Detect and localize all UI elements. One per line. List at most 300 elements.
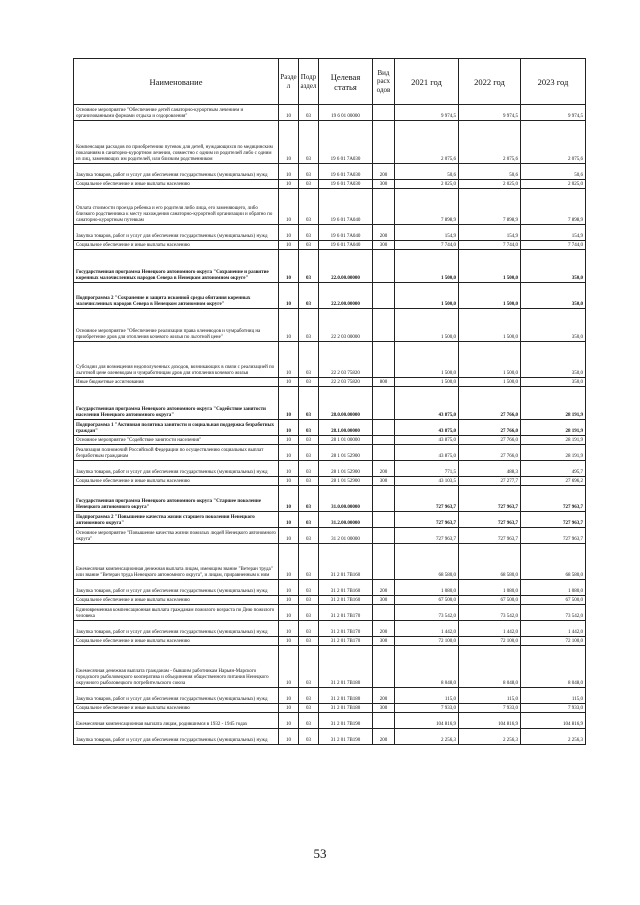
header-2021: 2021 год	[395, 59, 459, 105]
page-number: 53	[313, 846, 327, 861]
row-subsection: 03	[299, 605, 319, 621]
row-value-2021: 43 875,0	[395, 445, 459, 461]
row-target: 31 2 01 7В160	[319, 596, 373, 605]
row-section: 10	[279, 544, 299, 580]
row-section: 10	[279, 309, 299, 342]
row-value-2022: 73 542,0	[459, 605, 521, 621]
row-section: 10	[279, 528, 299, 544]
row-subsection: 03	[299, 250, 319, 283]
row-exp-type: 300	[373, 180, 395, 189]
row-value-2023: 2 025,0	[521, 180, 586, 189]
row-value-2022: 27 766,0	[459, 420, 521, 436]
row-subsection: 03	[299, 309, 319, 342]
table-row	[74, 387, 586, 420]
row-name: Закупка товаров, работ и услуг для обеспечения государственных (муниципальных) нужд	[74, 688, 279, 704]
row-section: 10	[279, 250, 299, 283]
row-value-2023: 350,0	[521, 283, 586, 309]
row-value-2021: 1 500,0	[395, 250, 459, 283]
table-row	[74, 436, 586, 445]
row-subsection: 03	[299, 342, 319, 378]
row-name: Подпрограмма 2 "Повышение качества жизни старшего поколения Ненецкого автономного округа"	[74, 512, 279, 528]
row-subsection: 03	[299, 528, 319, 544]
row-value-2021: 8 048,0	[395, 646, 459, 688]
row-subsection: 03	[299, 378, 319, 387]
table-row	[74, 105, 586, 121]
row-name: Государственная программа Ненецкого автономного округа "Содействие занятости населения Ненецкого автономного округа"	[74, 387, 279, 420]
row-subsection: 03	[299, 387, 319, 420]
row-value-2023: 27 696,2	[521, 477, 586, 486]
row-subsection: 03	[299, 580, 319, 596]
table-row	[74, 461, 586, 477]
row-value-2022: 27 277,7	[459, 477, 521, 486]
row-value-2022: 1 500,0	[459, 250, 521, 283]
row-value-2021: 9 974,5	[395, 105, 459, 121]
table-row	[74, 704, 586, 713]
row-exp-type	[373, 436, 395, 445]
row-value-2023: 28 191,9	[521, 436, 586, 445]
row-value-2021: 50,6	[395, 164, 459, 180]
row-target: 31.2.00.00000	[319, 512, 373, 528]
row-section: 10	[279, 189, 299, 225]
row-value-2023: 350,0	[521, 250, 586, 283]
row-value-2021: 43 875,0	[395, 387, 459, 420]
row-target: 31 2 01 7В190	[319, 729, 373, 745]
row-value-2023: 7 744,0	[521, 241, 586, 250]
row-target: 31 2 01 00000	[319, 528, 373, 544]
row-section: 10	[279, 605, 299, 621]
row-subsection: 03	[299, 486, 319, 512]
row-exp-type: 300	[373, 637, 395, 646]
row-value-2023: 350,0	[521, 378, 586, 387]
row-section: 10	[279, 121, 299, 164]
row-section: 10	[279, 387, 299, 420]
row-value-2023: 7 933,0	[521, 704, 586, 713]
row-section: 10	[279, 225, 299, 241]
row-subsection: 03	[299, 477, 319, 486]
row-exp-type: 200	[373, 461, 395, 477]
row-target: 22.2.00.00000	[319, 283, 373, 309]
row-value-2023: 8 048,0	[521, 646, 586, 688]
row-value-2023: 7 898,9	[521, 189, 586, 225]
row-section: 10	[279, 688, 299, 704]
table-body	[74, 105, 586, 745]
row-exp-type	[373, 283, 395, 309]
row-value-2023: 495,7	[521, 461, 586, 477]
row-value-2022: 1 500,0	[459, 309, 521, 342]
row-value-2023: 1 442,0	[521, 621, 586, 637]
budget-table	[73, 58, 586, 745]
table-row	[74, 544, 586, 580]
row-value-2022: 1 500,0	[459, 378, 521, 387]
row-section: 10	[279, 241, 299, 250]
row-exp-type	[373, 486, 395, 512]
row-value-2023: 73 542,0	[521, 605, 586, 621]
row-value-2021: 2 025,0	[395, 180, 459, 189]
row-target: 22.0.00.00000	[319, 250, 373, 283]
row-exp-type	[373, 713, 395, 729]
row-name: Закупка товаров, работ и услуг для обеспечения государственных (муниципальных) нужд	[74, 164, 279, 180]
row-section: 10	[279, 445, 299, 461]
table-row	[74, 512, 586, 528]
row-exp-type	[373, 544, 395, 580]
row-name: Реализация полномочий Российской Федерации по осуществлению социальных выплат безработным гражданам	[74, 445, 279, 461]
row-value-2021: 727 963,7	[395, 486, 459, 512]
row-value-2021: 104 816,9	[395, 713, 459, 729]
row-target: 19 6 01 7А040	[319, 241, 373, 250]
row-target: 22 2 03 75820	[319, 342, 373, 378]
row-exp-type	[373, 605, 395, 621]
row-name: Закупка товаров, работ и услуг для обеспечения государственных (муниципальных) нужд	[74, 225, 279, 241]
row-section: 10	[279, 637, 299, 646]
table-row	[74, 580, 586, 596]
row-section: 10	[279, 486, 299, 512]
row-exp-type	[373, 420, 395, 436]
row-target: 28.1.00.00000	[319, 420, 373, 436]
row-section: 10	[279, 461, 299, 477]
row-subsection: 03	[299, 241, 319, 250]
table-row	[74, 688, 586, 704]
row-exp-type	[373, 445, 395, 461]
row-value-2021: 1 500,0	[395, 309, 459, 342]
table-row	[74, 713, 586, 729]
row-name: Социальное обеспечение и иные выплаты населению	[74, 637, 279, 646]
row-subsection: 03	[299, 646, 319, 688]
row-value-2023: 2 256,3	[521, 729, 586, 745]
row-name: Закупка товаров, работ и услуг для обеспечения государственных (муниципальных) нужд	[74, 580, 279, 596]
row-value-2022: 727 963,7	[459, 486, 521, 512]
row-value-2023: 115,0	[521, 688, 586, 704]
row-section: 10	[279, 621, 299, 637]
row-subsection: 03	[299, 225, 319, 241]
row-value-2021: 7 933,0	[395, 704, 459, 713]
row-value-2023: 28 191,9	[521, 420, 586, 436]
row-value-2022: 727 963,7	[459, 512, 521, 528]
row-target: 28 1 01 52900	[319, 477, 373, 486]
row-value-2023: 72 100,0	[521, 637, 586, 646]
table-row	[74, 605, 586, 621]
row-value-2021: 43 103,5	[395, 477, 459, 486]
row-value-2023: 9 974,5	[521, 105, 586, 121]
row-name: Подпрограмма 2 "Сохранение и защита исконной среды обитания коренных малочисленных народов Севера в Ненецком автономном округе"	[74, 283, 279, 309]
row-target: 22 2 03 75820	[319, 378, 373, 387]
row-section: 10	[279, 512, 299, 528]
row-value-2021: 1 500,0	[395, 283, 459, 309]
row-value-2021: 7 744,0	[395, 241, 459, 250]
row-value-2021: 115,0	[395, 688, 459, 704]
row-section: 10	[279, 646, 299, 688]
row-target: 19 6 01 7А030	[319, 180, 373, 189]
row-exp-type	[373, 121, 395, 164]
row-value-2022: 104 816,9	[459, 713, 521, 729]
row-target: 31 2 01 7В190	[319, 713, 373, 729]
table-row	[74, 378, 586, 387]
row-target: 19 6 01 7А030	[319, 164, 373, 180]
row-name: Ежемесячная компенсационная денежная выплата лицам, имеющим звание "Ветеран труда" или звание "Ветеран труда Ненецкого автономного округа", и лицам, приравненным к ним	[74, 544, 279, 580]
table-row	[74, 283, 586, 309]
row-name: Единовременная компенсационная выплата гражданам пожилого возраста по Дню пожилого человека	[74, 605, 279, 621]
row-value-2021: 771,5	[395, 461, 459, 477]
row-value-2023: 67 500,0	[521, 596, 586, 605]
row-value-2022: 1 442,0	[459, 621, 521, 637]
row-name: Основное мероприятие "Содействие занятости населения"	[74, 436, 279, 445]
row-value-2021: 727 963,7	[395, 528, 459, 544]
row-section: 10	[279, 477, 299, 486]
row-name: Социальное обеспечение и иные выплаты населению	[74, 596, 279, 605]
row-value-2022: 27 766,0	[459, 387, 521, 420]
row-value-2023: 28 191,9	[521, 387, 586, 420]
row-value-2021: 7 898,9	[395, 189, 459, 225]
row-exp-type	[373, 512, 395, 528]
table-row	[74, 164, 586, 180]
row-name: Закупка товаров, работ и услуг для обеспечения государственных (муниципальных) нужд	[74, 461, 279, 477]
row-value-2021: 1 080,0	[395, 580, 459, 596]
row-value-2022: 488,3	[459, 461, 521, 477]
header-row	[74, 59, 586, 105]
row-section: 10	[279, 378, 299, 387]
row-target: 31 2 01 7В160	[319, 544, 373, 580]
row-section: 10	[279, 420, 299, 436]
row-name: Оплата стоимости проезда ребенка и его родителя либо лица, его заменяющего, либо близкого родственника к месту нахождения санаторно-курортной организации и обратно по санаторно-курортным путевкам	[74, 189, 279, 225]
row-subsection: 03	[299, 544, 319, 580]
row-value-2023: 68 580,0	[521, 544, 586, 580]
row-value-2021: 1 442,0	[395, 621, 459, 637]
table-row	[74, 420, 586, 436]
row-exp-type: 200	[373, 580, 395, 596]
row-value-2021: 68 580,0	[395, 544, 459, 580]
header-exp-type: Вид расх одов	[373, 59, 395, 105]
table-row	[74, 596, 586, 605]
row-target: 31 2 01 7В170	[319, 605, 373, 621]
row-name: Компенсация расходов по приобретению путевок для детей, нуждающихся по медицинским показаниям в санаторно-курортном лечении, совместно с одним из родителей либо с одним из лиц, заменяющих им родителей, или близким родственником	[74, 121, 279, 164]
row-value-2023: 727 963,7	[521, 486, 586, 512]
row-name: Социальное обеспечение и иные выплаты населению	[74, 180, 279, 189]
row-exp-type	[373, 250, 395, 283]
header-subsection: Подр аздел	[299, 59, 319, 105]
row-exp-type: 200	[373, 621, 395, 637]
row-name: Социальное обеспечение и иные выплаты населению	[74, 241, 279, 250]
row-value-2022: 72 100,0	[459, 637, 521, 646]
table-row	[74, 225, 586, 241]
row-value-2022: 67 500,0	[459, 596, 521, 605]
row-exp-type	[373, 387, 395, 420]
row-value-2023: 1 080,0	[521, 580, 586, 596]
row-section: 10	[279, 105, 299, 121]
row-value-2022: 1 080,0	[459, 580, 521, 596]
row-value-2022: 7 933,0	[459, 704, 521, 713]
row-subsection: 03	[299, 512, 319, 528]
row-exp-type: 200	[373, 225, 395, 241]
table-row	[74, 729, 586, 745]
row-value-2021: 1 500,0	[395, 342, 459, 378]
row-name: Ежемесячная денежная выплата гражданам - бывшим работникам Нарьян-Марского городского рыболовецкого кооператива и объединения общественного питания Ненецкого окружного рыболовецкого потребительского союза	[74, 646, 279, 688]
row-section: 10	[279, 180, 299, 189]
row-value-2023: 350,0	[521, 309, 586, 342]
row-subsection: 03	[299, 180, 319, 189]
header-2023: 2023 год	[521, 59, 586, 105]
row-exp-type	[373, 105, 395, 121]
row-exp-type	[373, 342, 395, 378]
row-value-2022: 7 744,0	[459, 241, 521, 250]
row-value-2021: 43 875,0	[395, 420, 459, 436]
row-exp-type: 300	[373, 596, 395, 605]
table-row	[74, 250, 586, 283]
row-exp-type	[373, 646, 395, 688]
row-subsection: 03	[299, 189, 319, 225]
row-target: 31 2 01 7В170	[319, 621, 373, 637]
row-name: Государственная программа Ненецкого автономного округа "Старшее поколение Ненецкого автономного округа"	[74, 486, 279, 512]
row-value-2023: 104 816,9	[521, 713, 586, 729]
row-subsection: 03	[299, 729, 319, 745]
row-exp-type	[373, 528, 395, 544]
row-value-2021: 1 500,0	[395, 378, 459, 387]
row-subsection: 03	[299, 283, 319, 309]
row-value-2021: 2 256,3	[395, 729, 459, 745]
row-subsection: 03	[299, 164, 319, 180]
row-exp-type: 800	[373, 378, 395, 387]
row-value-2022: 7 898,9	[459, 189, 521, 225]
row-name: Закупка товаров, работ и услуг для обеспечения государственных (муниципальных) нужд	[74, 621, 279, 637]
table-row	[74, 180, 586, 189]
row-subsection: 03	[299, 704, 319, 713]
row-name: Закупка товаров, работ и услуг для обеспечения государственных (муниципальных) нужд	[74, 729, 279, 745]
header-2022: 2022 год	[459, 59, 521, 105]
row-name: Основное мероприятие "Обеспечение детей санаторно-курортным лечением и организованными формами отдыха и оздоровления"	[74, 105, 279, 121]
row-value-2023: 2 075,6	[521, 121, 586, 164]
row-name: Субсидии для возмещения недополученных доходов, возникающих в связи с реализацией по льготной цене оленеводам и чумработницам дров для отопления кочевого жилья	[74, 342, 279, 378]
row-value-2022: 2 075,6	[459, 121, 521, 164]
row-value-2021: 154,9	[395, 225, 459, 241]
row-exp-type	[373, 189, 395, 225]
row-target: 19 6 01 7А040	[319, 189, 373, 225]
row-subsection: 03	[299, 445, 319, 461]
row-section: 10	[279, 283, 299, 309]
row-value-2022: 27 766,0	[459, 436, 521, 445]
row-value-2021: 2 075,6	[395, 121, 459, 164]
table-row	[74, 528, 586, 544]
table-row	[74, 189, 586, 225]
row-exp-type: 200	[373, 729, 395, 745]
row-target: 31 2 01 7В180	[319, 704, 373, 713]
row-section: 10	[279, 164, 299, 180]
row-target: 31 2 01 7В160	[319, 580, 373, 596]
table-row	[74, 121, 586, 164]
row-name: Ежемесячная компенсационная выплата лицам, родившимся в 1932 - 1945 годах	[74, 713, 279, 729]
row-target: 19 6 01 7А040	[319, 225, 373, 241]
row-target: 31 2 01 7В180	[319, 688, 373, 704]
row-section: 10	[279, 596, 299, 605]
row-value-2023: 154,9	[521, 225, 586, 241]
row-section: 10	[279, 580, 299, 596]
row-exp-type: 200	[373, 688, 395, 704]
row-target: 28 1 01 52900	[319, 461, 373, 477]
row-section: 10	[279, 729, 299, 745]
row-exp-type	[373, 309, 395, 342]
row-subsection: 03	[299, 688, 319, 704]
row-value-2021: 727 963,7	[395, 512, 459, 528]
row-value-2023: 350,0	[521, 342, 586, 378]
row-target: 31.0.00.00000	[319, 486, 373, 512]
row-section: 10	[279, 342, 299, 378]
row-subsection: 03	[299, 713, 319, 729]
row-subsection: 03	[299, 121, 319, 164]
row-exp-type: 300	[373, 477, 395, 486]
row-value-2023: 727 963,7	[521, 512, 586, 528]
row-target: 31 2 01 7В180	[319, 646, 373, 688]
row-value-2021: 72 100,0	[395, 637, 459, 646]
row-target: 22 2 03 00000	[319, 309, 373, 342]
table-row	[74, 445, 586, 461]
row-value-2022: 8 048,0	[459, 646, 521, 688]
row-target: 19 6 01 7А030	[319, 121, 373, 164]
table-row	[74, 477, 586, 486]
row-section: 10	[279, 704, 299, 713]
row-target: 31 2 01 7В170	[319, 637, 373, 646]
row-subsection: 03	[299, 420, 319, 436]
row-name: Иные бюджетные ассигнования	[74, 378, 279, 387]
row-value-2022: 1 500,0	[459, 342, 521, 378]
row-value-2022: 9 974,5	[459, 105, 521, 121]
row-name: Социальное обеспечение и иные выплаты населению	[74, 477, 279, 486]
row-subsection: 03	[299, 596, 319, 605]
header-section: Разде л	[279, 59, 299, 105]
table-row	[74, 621, 586, 637]
row-name: Социальное обеспечение и иные выплаты населению	[74, 704, 279, 713]
row-target: 19 6 01 00000	[319, 105, 373, 121]
row-exp-type: 300	[373, 241, 395, 250]
header-target: Целевая статья	[319, 59, 373, 105]
table-row	[74, 309, 586, 342]
row-name: Государственная программа Ненецкого автономного округа "Сохранение и развитие коренных малочисленных народов Севера в Ненецком автономном округе"	[74, 250, 279, 283]
row-section: 10	[279, 436, 299, 445]
row-value-2023: 727 963,7	[521, 528, 586, 544]
table-row	[74, 342, 586, 378]
row-section: 10	[279, 713, 299, 729]
row-value-2022: 1 500,0	[459, 283, 521, 309]
row-name: Основное мероприятие "Повышение качества жизни пожилых людей Ненецкого автономного округа"	[74, 528, 279, 544]
row-value-2021: 43 875,0	[395, 436, 459, 445]
table-row	[74, 486, 586, 512]
row-value-2022: 154,9	[459, 225, 521, 241]
row-target: 28 1 01 52900	[319, 445, 373, 461]
table-row	[74, 241, 586, 250]
row-subsection: 03	[299, 436, 319, 445]
row-value-2021: 67 500,0	[395, 596, 459, 605]
row-exp-type: 200	[373, 164, 395, 180]
row-name: Подпрограмма 1 "Активная политика занятости и социальная поддержка безработных граждан"	[74, 420, 279, 436]
row-value-2022: 727 963,7	[459, 528, 521, 544]
table-row	[74, 646, 586, 688]
row-value-2022: 68 580,0	[459, 544, 521, 580]
row-subsection: 03	[299, 637, 319, 646]
row-value-2023: 50,6	[521, 164, 586, 180]
header-name: Наименование	[74, 59, 279, 105]
row-subsection: 03	[299, 105, 319, 121]
row-value-2021: 73 542,0	[395, 605, 459, 621]
row-subsection: 03	[299, 621, 319, 637]
row-value-2022: 2 025,0	[459, 180, 521, 189]
table-row	[74, 637, 586, 646]
row-value-2022: 27 766,0	[459, 445, 521, 461]
row-target: 28.0.00.00000	[319, 387, 373, 420]
row-name: Основное мероприятие "Обеспечение реализации права оленеводов и чумработниц на приобретение дров для отопления кочевого жилья по льготной цене"	[74, 309, 279, 342]
row-exp-type: 300	[373, 704, 395, 713]
row-subsection: 03	[299, 461, 319, 477]
row-target: 28 1 01 00000	[319, 436, 373, 445]
row-value-2022: 50,6	[459, 164, 521, 180]
row-value-2022: 115,0	[459, 688, 521, 704]
row-value-2022: 2 256,3	[459, 729, 521, 745]
row-value-2023: 28 191,9	[521, 445, 586, 461]
